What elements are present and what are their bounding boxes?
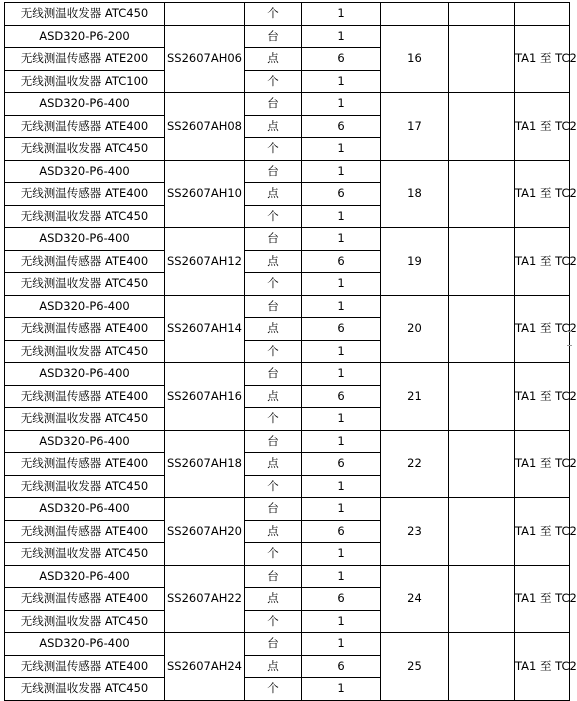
table-row: [5, 498, 570, 521]
unit-cell: 台: [245, 363, 302, 386]
unit-cell: 台: [245, 93, 302, 116]
cabinet-code-cell: SS2607AH24: [165, 633, 245, 701]
item-name-cell: 无线测温传感器 ATE400: [5, 115, 165, 138]
unit-cell: 点: [245, 115, 302, 138]
cabinet-code-cell: [165, 3, 245, 26]
item-name-cell: 无线测温收发器 ATC450: [5, 475, 165, 498]
item-name-cell: 无线测温传感器 ATE400: [5, 655, 165, 678]
remark-cell: TA1 至 TC2: [515, 633, 570, 701]
quantity-cell: 1: [302, 475, 381, 498]
quantity-cell: 1: [302, 70, 381, 93]
unit-cell: 点: [245, 48, 302, 71]
quantity-cell: 1: [302, 678, 381, 701]
unit-cell: 个: [245, 205, 302, 228]
equipment-table: [4, 2, 577, 701]
item-name-cell: ASD320-P6-400: [5, 565, 165, 588]
quantity-cell: 6: [302, 318, 381, 341]
serial-number-cell: 23: [381, 498, 449, 566]
table-row: [5, 430, 570, 453]
margin-marker: [567, 345, 572, 346]
unit-cell: 台: [245, 633, 302, 656]
serial-number-cell: 18: [381, 160, 449, 228]
remark-cell: TA1 至 TC2: [515, 565, 570, 633]
item-name-cell: 无线测温收发器 ATC450: [5, 205, 165, 228]
item-name-cell: 无线测温传感器 ATE400: [5, 250, 165, 273]
item-name-cell: ASD320-P6-400: [5, 160, 165, 183]
unit-cell: 台: [245, 295, 302, 318]
serial-number-cell: [381, 3, 449, 26]
serial-number-cell: 17: [381, 93, 449, 161]
blank-cell: [449, 295, 515, 363]
item-name-cell: ASD320-P6-400: [5, 93, 165, 116]
cabinet-code-cell: SS2607AH16: [165, 363, 245, 431]
table-row: [5, 633, 570, 656]
serial-number-cell: 21: [381, 363, 449, 431]
blank-cell: [449, 160, 515, 228]
unit-cell: 个: [245, 678, 302, 701]
quantity-cell: 1: [302, 3, 381, 26]
cabinet-code-cell: SS2607AH08: [165, 93, 245, 161]
quantity-cell: 6: [302, 183, 381, 206]
cabinet-code-cell: SS2607AH20: [165, 498, 245, 566]
item-name-cell: ASD320-P6-400: [5, 228, 165, 251]
cabinet-code-cell: SS2607AH06: [165, 25, 245, 93]
unit-cell: 个: [245, 273, 302, 296]
item-name-cell: 无线测温收发器 ATC450: [5, 678, 165, 701]
quantity-cell: 6: [302, 48, 381, 71]
serial-number-cell: 22: [381, 430, 449, 498]
quantity-cell: 1: [302, 610, 381, 633]
blank-cell: [449, 25, 515, 93]
item-name-cell: 无线测温传感器 ATE400: [5, 520, 165, 543]
blank-cell: [449, 3, 515, 26]
quantity-cell: 1: [302, 138, 381, 161]
quantity-cell: 1: [302, 408, 381, 431]
unit-cell: 点: [245, 318, 302, 341]
blank-cell: [449, 498, 515, 566]
blank-cell: [449, 93, 515, 161]
unit-cell: 台: [245, 160, 302, 183]
item-name-cell: ASD320-P6-400: [5, 430, 165, 453]
quantity-cell: 6: [302, 453, 381, 476]
quantity-cell: 6: [302, 115, 381, 138]
remark-cell: TA1 至 TC2: [515, 498, 570, 566]
quantity-cell: 1: [302, 295, 381, 318]
unit-cell: 个: [245, 340, 302, 363]
blank-cell: [449, 363, 515, 431]
serial-number-cell: 19: [381, 228, 449, 296]
unit-cell: 点: [245, 655, 302, 678]
item-name-cell: 无线测温传感器 ATE200: [5, 48, 165, 71]
quantity-cell: 1: [302, 543, 381, 566]
remark-cell: TA1 至 TC2: [515, 160, 570, 228]
item-name-cell: 无线测温传感器 ATE400: [5, 588, 165, 611]
unit-cell: 台: [245, 228, 302, 251]
unit-cell: 个: [245, 70, 302, 93]
quantity-cell: 6: [302, 520, 381, 543]
remark-cell: TA1 至 TC2: [515, 228, 570, 296]
quantity-cell: 1: [302, 93, 381, 116]
table-row: [5, 160, 570, 183]
blank-cell: [449, 228, 515, 296]
remark-cell: TA1 至 TC2: [515, 93, 570, 161]
table-row: [5, 363, 570, 386]
quantity-cell: 1: [302, 430, 381, 453]
table-body: [5, 3, 577, 701]
item-name-cell: 无线测温传感器 ATE400: [5, 385, 165, 408]
quantity-cell: 1: [302, 498, 381, 521]
remark-cell: TA1 至 TC2: [515, 430, 570, 498]
unit-cell: 个: [245, 138, 302, 161]
table-row: [5, 93, 570, 116]
quantity-cell: 1: [302, 565, 381, 588]
remark-cell: TA1 至 TC2: [515, 25, 570, 93]
item-name-cell: ASD320-P6-400: [5, 633, 165, 656]
unit-cell: 台: [245, 25, 302, 48]
table-row: [5, 228, 570, 251]
item-name-cell: 无线测温收发器 ATC100: [5, 70, 165, 93]
cabinet-code-cell: SS2607AH18: [165, 430, 245, 498]
blank-cell: [449, 633, 515, 701]
item-name-cell: 无线测温收发器 ATC450: [5, 3, 165, 26]
quantity-cell: 1: [302, 273, 381, 296]
quantity-cell: 6: [302, 385, 381, 408]
cabinet-code-cell: SS2607AH10: [165, 160, 245, 228]
cabinet-code-cell: SS2607AH12: [165, 228, 245, 296]
serial-number-cell: 24: [381, 565, 449, 633]
unit-cell: 点: [245, 520, 302, 543]
serial-number-cell: 25: [381, 633, 449, 701]
remark-cell: [515, 3, 570, 26]
unit-cell: 个: [245, 475, 302, 498]
cabinet-code-cell: SS2607AH22: [165, 565, 245, 633]
item-name-cell: 无线测温收发器 ATC450: [5, 543, 165, 566]
table-row: [5, 25, 570, 48]
quantity-cell: 6: [302, 655, 381, 678]
item-name-cell: 无线测温传感器 ATE400: [5, 318, 165, 341]
unit-cell: 台: [245, 430, 302, 453]
unit-cell: 点: [245, 183, 302, 206]
item-name-cell: 无线测温收发器 ATC450: [5, 138, 165, 161]
unit-cell: 点: [245, 588, 302, 611]
cabinet-code-cell: SS2607AH14: [165, 295, 245, 363]
item-name-cell: 无线测温收发器 ATC450: [5, 610, 165, 633]
table-row: [5, 295, 570, 318]
margin-marker: [567, 331, 572, 332]
item-name-cell: ASD320-P6-400: [5, 295, 165, 318]
unit-cell: 点: [245, 385, 302, 408]
quantity-cell: 1: [302, 633, 381, 656]
quantity-cell: 1: [302, 363, 381, 386]
table-row: [5, 3, 570, 26]
unit-cell: 个: [245, 610, 302, 633]
serial-number-cell: 20: [381, 295, 449, 363]
blank-cell: [449, 430, 515, 498]
unit-cell: 台: [245, 565, 302, 588]
serial-number-cell: 16: [381, 25, 449, 93]
remark-cell: TA1 至 TC2: [515, 363, 570, 431]
quantity-cell: 1: [302, 160, 381, 183]
item-name-cell: 无线测温收发器 ATC450: [5, 273, 165, 296]
unit-cell: 台: [245, 498, 302, 521]
quantity-cell: 1: [302, 228, 381, 251]
quantity-cell: 1: [302, 25, 381, 48]
blank-cell: [449, 565, 515, 633]
remark-cell: TA1 至 TC2: [515, 295, 570, 363]
unit-cell: 个: [245, 408, 302, 431]
unit-cell: 个: [245, 543, 302, 566]
item-name-cell: ASD320-P6-400: [5, 363, 165, 386]
table-row: [5, 565, 570, 588]
unit-cell: 个: [245, 3, 302, 26]
item-name-cell: ASD320-P6-400: [5, 498, 165, 521]
item-name-cell: 无线测温收发器 ATC450: [5, 340, 165, 363]
item-name-cell: ASD320-P6-200: [5, 25, 165, 48]
quantity-cell: 6: [302, 250, 381, 273]
quantity-cell: 1: [302, 205, 381, 228]
item-name-cell: 无线测温传感器 ATE400: [5, 183, 165, 206]
item-name-cell: 无线测温收发器 ATC450: [5, 408, 165, 431]
quantity-cell: 6: [302, 588, 381, 611]
quantity-cell: 1: [302, 340, 381, 363]
unit-cell: 点: [245, 453, 302, 476]
item-name-cell: 无线测温传感器 ATE400: [5, 453, 165, 476]
unit-cell: 点: [245, 250, 302, 273]
